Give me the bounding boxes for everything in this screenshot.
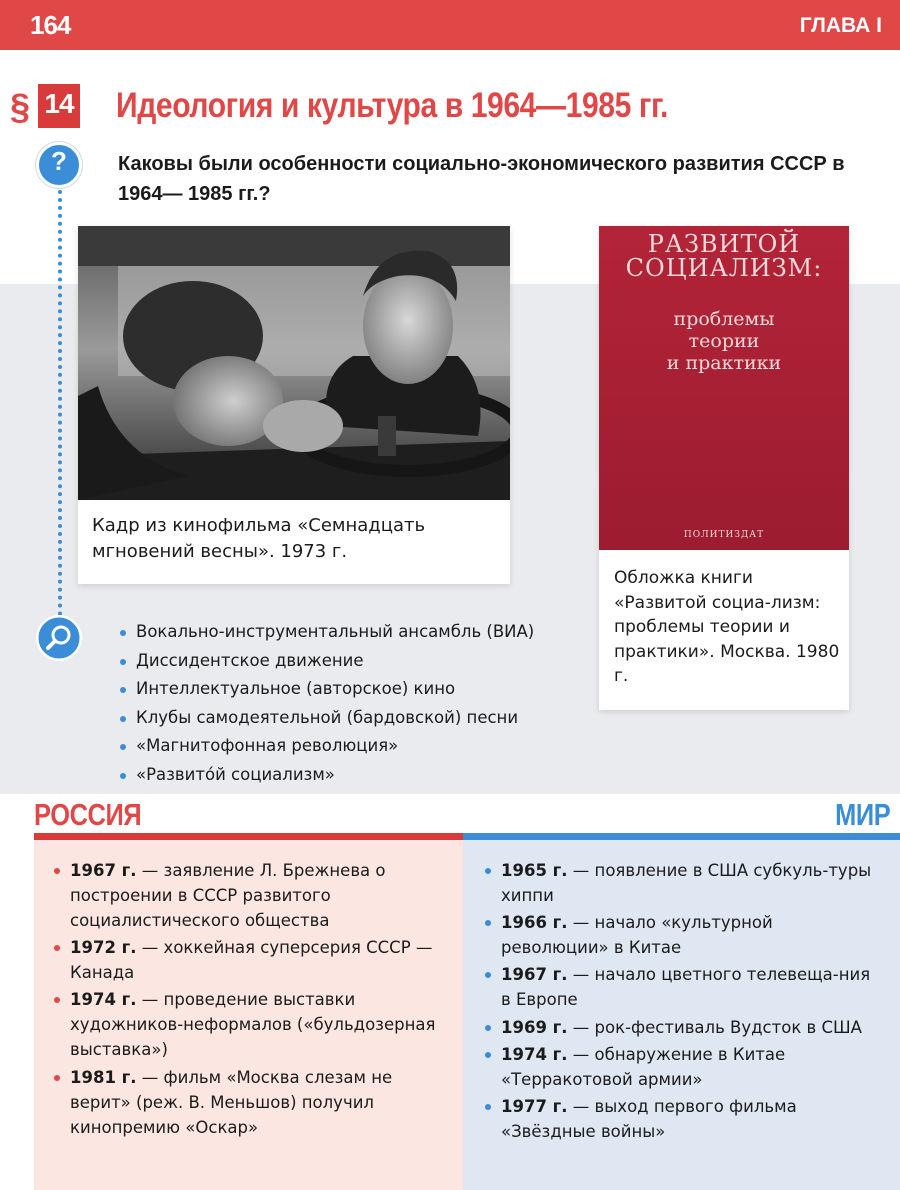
event-year: 1974 г. — [70, 990, 137, 1010]
section-sign: § — [10, 86, 31, 127]
list-item: «Магнитофонная революция» — [118, 732, 588, 761]
event-text: — хоккейная суперсерия СССР — Канада — [70, 938, 433, 983]
book-subtitle-line: и практики — [666, 352, 782, 374]
film-photo-caption: Кадр из кинофильма «Семнадцать мгновений весны». 1973 г. — [92, 515, 426, 562]
event-text: — выход первого фильма «Звёздные войны» — [501, 1096, 797, 1141]
russia-heading: РОССИЯ — [34, 797, 142, 832]
world-rule — [463, 833, 900, 840]
list-item — [52, 1065, 452, 1140]
event-year: 1977 г. — [501, 1096, 568, 1116]
chapter-label: ГЛАВА I — [799, 14, 882, 37]
event-text: — рок-фестиваль Вудсток в США — [567, 1017, 862, 1037]
lesson-title: Идеология и культура в 1964—1985 гг. — [116, 86, 668, 125]
event-text: — начало цветного телевеща-ния в Европе — [501, 965, 871, 1010]
book-subtitle-line: теории — [688, 330, 760, 352]
world-heading: МИР — [834, 797, 890, 832]
event-year: 1966 г. — [501, 913, 568, 933]
list-item — [483, 910, 883, 960]
event-year: 1981 г. — [70, 1067, 137, 1087]
lesson-question: Каковы были особенности социально-экономического развития СССР в 1964— 1985 гг.? — [118, 153, 845, 205]
dotted-connector — [58, 190, 62, 616]
page-number: 164 — [30, 10, 71, 40]
event-text: — проведение выставки художников-неформалов («бульдозерная выставка») — [70, 990, 436, 1060]
list-item — [52, 987, 452, 1062]
event-text: — фильм «Москва слезам не верит» (реж. В. Меньшов) получил кинопремию «Оскар» — [70, 1067, 393, 1137]
list-item: Вокально-инструментальный ансамбль (ВИА) — [118, 618, 588, 647]
list-item: Интеллектуальное (авторское) кино — [118, 675, 588, 704]
list-item: Диссидентское движение — [118, 647, 588, 676]
event-text: — появление в США субкуль-туры хиппи — [501, 861, 872, 905]
header-bar — [0, 0, 900, 50]
magnifier-icon — [36, 615, 82, 661]
section-number: 14 — [44, 88, 74, 119]
list-item — [483, 1042, 883, 1092]
book-title-line: РАЗВИТОЙ — [647, 230, 801, 258]
list-item — [52, 935, 452, 985]
event-year: 1967 г. — [70, 861, 137, 880]
list-item — [52, 858, 452, 933]
event-year: 1965 г. — [501, 861, 568, 880]
book-title-line: СОЦИАЛИЗМ: — [625, 254, 823, 282]
list-item — [483, 1094, 883, 1144]
book-cover-publisher: ПОЛИТИЗДАТ — [683, 530, 765, 540]
event-text: — обнаружение в Китае «Терракотовой армии» — [501, 1044, 786, 1089]
list-item: Клубы самодеятельной (бардовской) песни — [118, 704, 588, 733]
russia-rule — [34, 833, 463, 840]
event-year: 1974 г. — [501, 1044, 568, 1064]
question-mark-glyph: ? — [51, 146, 67, 176]
event-year: 1967 г. — [501, 965, 568, 985]
book-cover-title — [599, 232, 849, 280]
world-events-list — [483, 858, 883, 1146]
list-item — [483, 962, 883, 1012]
event-text: — начало «культурной революции» в Китае — [501, 913, 773, 958]
keyword-list — [118, 618, 588, 790]
list-item: «Развито́й социализм» — [118, 761, 588, 790]
event-text: — заявление Л. Брежнева о построении в СССР развитого социалистического общества — [70, 861, 386, 930]
book-cover-caption: Обложка книги «Развитой социа-лизм: проблемы теории и практики». Москва. 1980 г. — [614, 568, 840, 686]
list-item — [483, 858, 883, 908]
russia-events-list — [52, 858, 452, 1142]
book-subtitle-line: проблемы — [673, 308, 775, 330]
event-year: 1972 г. — [70, 938, 137, 958]
event-year: 1969 г. — [501, 1017, 568, 1037]
list-item — [483, 1015, 883, 1040]
film-still-image — [78, 226, 510, 500]
book-cover-subtitle — [599, 308, 849, 374]
